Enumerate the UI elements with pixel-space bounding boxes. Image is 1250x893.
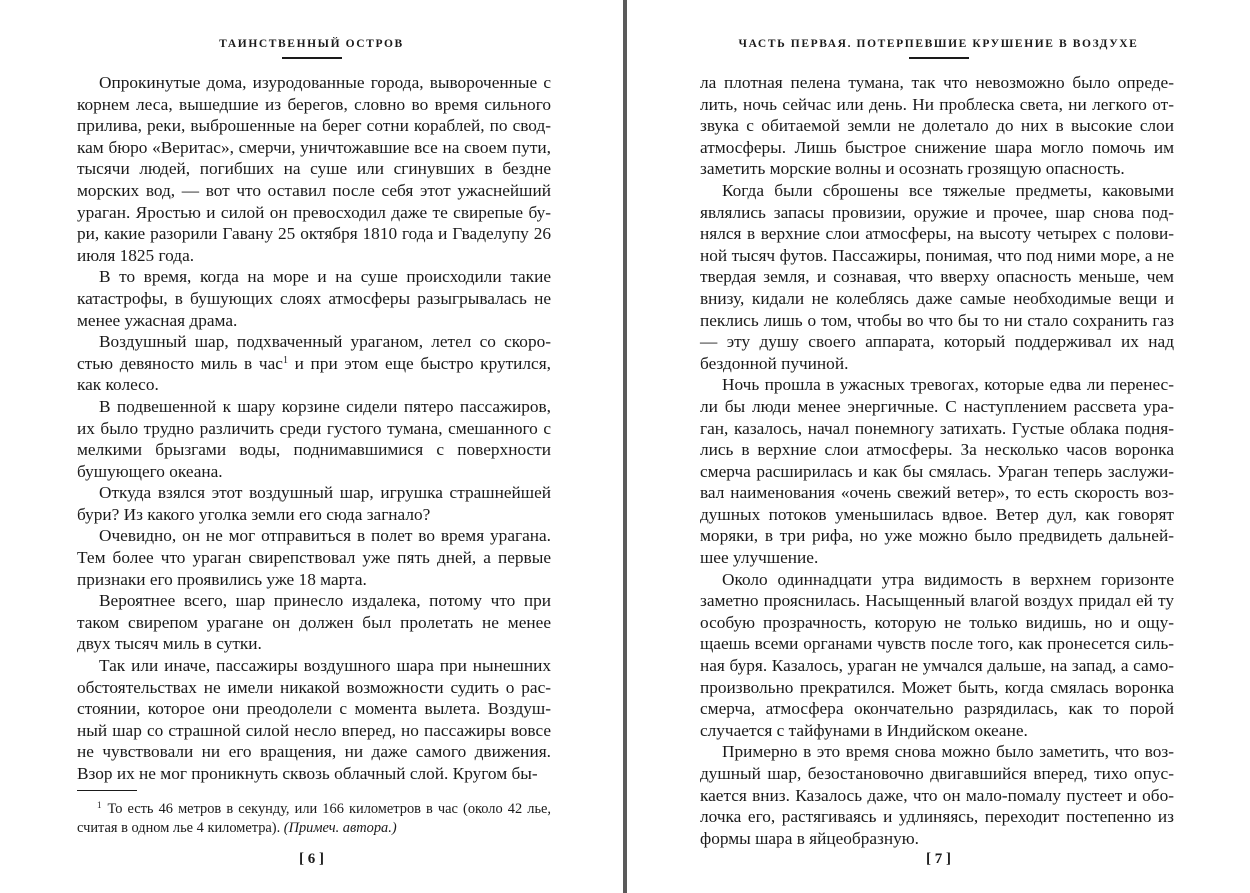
footnote-mark: 1 [97,800,102,810]
paragraph-text: Воздушный шар, подхваченный ураганом, летел со скоростью девяносто миль в час [77,332,551,373]
paragraph [77,331,551,396]
footnote-rule [77,790,137,791]
header-rule-right [909,57,969,59]
footnote-note: (Примеч. автора.) [283,820,397,836]
paragraph-text: и при этом еще быстро крутился, как колесо. [77,353,551,395]
paragraph: Примерно в это время снова можно было заметить, что воздушный шар, безостановочно двигавшийся вперед, тихо опускается вниз. Казалось даже, что он мало-помалу пустеет и оболочка его, растягиваясь и удлиняясь, переходит постепенно из формы шара в яйцеобразную. [700,742,1174,848]
right-page [627,0,1250,893]
left-page-body [77,72,551,785]
right-page-body [700,72,1174,849]
paragraph: Очевидно, он не мог отправиться в полет во время урагана. Тем более что ураган свирепствовал уже пять дней, а первые признаки его проявились уже 18 марта. [77,526,551,589]
left-page [0,0,623,893]
paragraph: Так или иначе, пассажиры воздушного шара при нынешних обстоятельствах не имели никакой возможности судить о расстоянии, которое они преодолели с момента вылета. Воздушный шар со страшной силой несло вперед, но пассажиры вовсе не чувствовали ни его вращения, ни даже самого движения. Взор их не мог проникнуть сквозь облачный слой. Кругом бы- [77,656,551,783]
paragraph: Ночь прошла в ужасных тревогах, которые едва ли перенесли бы люди менее энергичные. С наступлением рассвета ураган, казалось, начал понемногу затихать. Густые облака поднялись в верхние слои атмосферы. За несколько часов воронка смерча расширилась и как бы смялась. Ураган теперь заслуживал наименования «очень свежий ветер», то есть скорость воздушных потоков уменьшилась вдвое. Ветер дул, как говорят моряки, в три рифа, но уже можно было предвидеть дальнейшее улучшение. [700,375,1174,568]
paragraph: Когда были сброшены все тяжелые предметы, каковыми являлись запасы провизии, оружие и прочее, шар снова поднялся в верхние слои атмосферы, на высоту четырех с половиной тысяч футов. Пассажиры, понимая, что под ними море, а не твердая земля, и сознавая, что вверху опасность меньше, чем внизу, кидали не колеблясь даже самые необходимые вещи и пеклись лишь о том, чтобы во что бы то ни стало сохранить газ — эту душу своего аппарата, который поддерживал их над бездонной пучиной. [700,180,1174,373]
paragraph: ла плотная пелена тумана, так что невозможно было определить, ночь сейчас или день. Ни проблеска света, ни легкого отзвука с обитаемой земли не долетало до них в высокие слои атмосферы. Лишь быстрое снижение шара могло помочь им заметить морские волны и осознать грозящую опасность. [700,73,1174,179]
paragraph: Вероятнее всего, шар принесло издалека, потому что при таком свирепом урагане он должен был пролетать не менее двух тысяч миль в сутки. [77,591,551,654]
running-head-right: ЧАСТЬ ПЕРВАЯ. ПОТЕРПЕВШИЕ КРУШЕНИЕ В ВОЗДУХЕ [738,38,1139,50]
page-number-right: [ 7 ] [926,851,951,867]
paragraph: Откуда взялся этот воздушный шар, игрушка страшнейшей бури? Из какого уголка земли его сюда загнало? [77,483,551,524]
paragraph: Около одиннадцати утра видимость в верхнем горизонте заметно прояснилась. Насыщенный влагой воздух придал ей ту особую прозрачность, которую не только видишь, но и ощущаешь всеми органами чувств после того, как пронесется сильная буря. Казалось, ураган не умчался дальше, на запад, а самопроизвольно прекратился. Может быть, когда смялась воронка смерча, атмосфера окончательно разрядилась, как то порой случается с тайфунами в Индийском океане. [700,569,1174,740]
footnote-reference[interactable]: 1 [282,354,288,366]
paragraph: Опрокинутые дома, изуродованные города, вывороченные с корнем леса, вышедшие из берегов, словно во время сильного прилива, реки, выброшенные на берег сотни кораблей, по сводкам бюро «Веритас», смерчи, уничтожавшие все на своем пути, тысячи людей, погибших на суше или сгинувших в бездне морских вод, — вот что оставил после себя этот ужаснейший ураган. Яростью и силой он превосходил даже те свирепые бури, какие разорили Гавану 25 октября 1810 года и Гваделупу 26 июля 1825 года. [77,73,551,265]
paragraph: В подвешенной к шару корзине сидели пятеро пассажиров, их было трудно различить среди густого тумана, смешанного с мелкими брызгами воды, поднимавшимися с поверхности бушующего океана. [77,396,551,481]
footnote [77,800,551,838]
footnote-text: То есть 46 метров в секунду, или 166 километров в час (около 42 лье, считая в одном лье 4 километра). [77,801,551,836]
paragraph: В то время, когда на море и на суше происходили такие катастрофы, в бушующих слоях атмосферы разыгрывалась не менее ужасная драма. [77,267,551,330]
running-head-left: ТАИНСТВЕННЫЙ ОСТРОВ [219,38,404,50]
header-rule-left [282,57,342,59]
page-number-left: [ 6 ] [299,851,324,867]
